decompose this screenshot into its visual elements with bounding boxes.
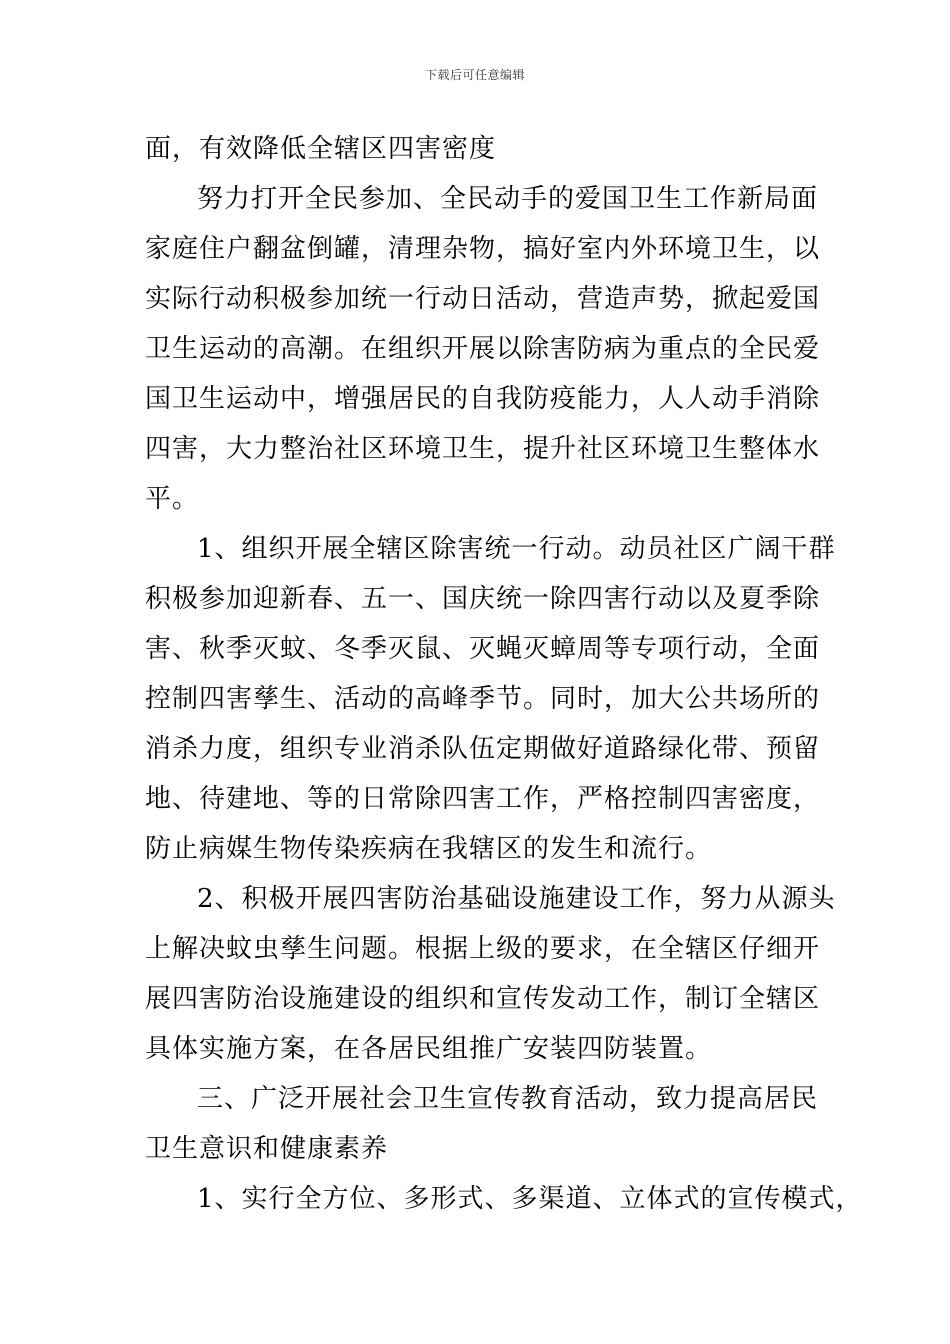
text-line: 四害，大力整治社区环境卫生，提升社区环境卫生整体水 [145,434,821,464]
text-line: 1、实行全方位、多形式、多渠道、立体式的宣传模式， [197,1184,863,1214]
page-header-note: 下载后可任意编辑 [424,68,525,82]
text-line: 国卫生运动中，增强居民的自我防疫能力，人人动手消除 [145,384,821,414]
text-line: 上解决蚊虫孳生问题。根据上级的要求，在全辖区仔细开 [145,934,821,964]
text-line: 卫生意识和健康素养 [145,1134,389,1164]
text-line: 平。 [145,484,200,514]
text-line: 三、广泛开展社会卫生宣传教育活动，致力提高居民 [197,1084,819,1114]
text-line: 实际行动积极参加统一行动日活动，营造声势，掀起爱国 [145,284,821,314]
text-line: 消杀力度，组织专业消杀队伍定期做好道路绿化带、预留 [145,734,821,764]
text-line: 控制四害孳生、活动的高峰季节。同时，加大公共场所的 [145,684,821,714]
text-line: 展四害防治设施建设的组织和宣传发动工作，制订全辖区 [145,984,821,1014]
text-line: 卫生运动的高潮。在组织开展以除害防病为重点的全民爱 [145,334,821,364]
text-line: 面，有效降低全辖区四害密度 [145,134,497,164]
text-line: 努力打开全民参加、全民动手的爱国卫生工作新局面 [197,184,819,214]
text-line: 地、待建地、等的日常除四害工作，严格控制四害密度， [145,784,821,814]
text-line: 2、积极开展四害防治基础设施建设工作，努力从源头 [197,884,836,914]
text-line: 积极参加迎新春、五一、国庆统一除四害行动以及夏季除 [145,584,821,614]
text-line: 害、秋季灭蚊、冬季灭鼠、灭蝇灭蟑周等专项行动，全面 [145,634,821,664]
text-line: 家庭住户翻盆倒罐，清理杂物，搞好室内外环境卫生，以 [145,234,821,264]
text-line: 防止病媒生物传染疾病在我辖区的发生和流行。 [145,834,713,864]
text-line: 1、组织开展全辖区除害统一行动。动员社区广阔干群 [197,534,836,564]
text-line: 具体实施方案，在各居民组推广安装四防装置。 [145,1034,713,1064]
